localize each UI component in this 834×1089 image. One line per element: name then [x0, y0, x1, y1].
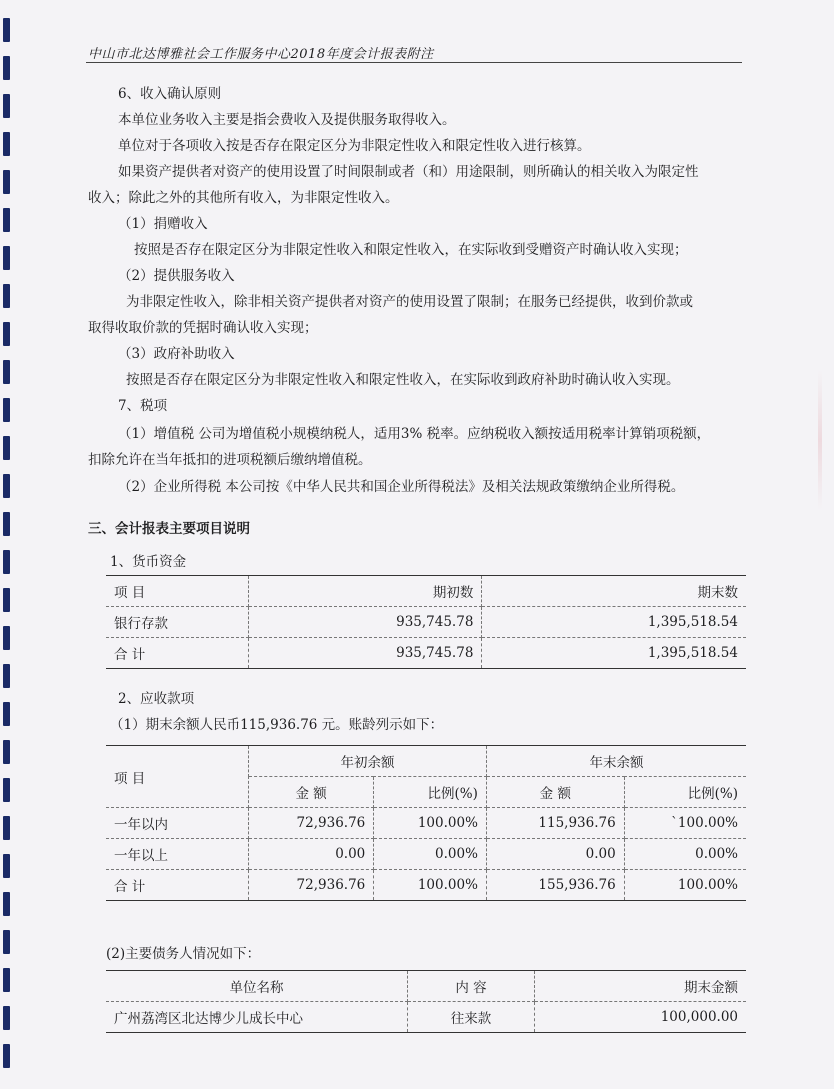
binding-hole — [3, 550, 10, 574]
table-cell: 100.00% — [374, 870, 487, 901]
paragraph: 按照是否存在限定区分为非限定性收入和限定性收入，在实际收到政府补助时确认收入实现。 — [126, 372, 680, 388]
table-header-cell: 内 容 — [408, 971, 535, 1002]
ar-note: （1）期末余额人民币115,936.76 元。账龄列示如下： — [110, 717, 444, 733]
binding-hole — [3, 436, 10, 460]
binding-hole — [3, 322, 10, 346]
header-rule — [86, 62, 742, 63]
binding-hole — [3, 208, 10, 232]
section-3-title: 三、会计报表主要项目说明 — [88, 521, 250, 537]
table-cell: 935,745.78 — [249, 638, 482, 669]
binding-hole — [3, 816, 10, 840]
paragraph: 如果资产提供者对资产的使用设置了时间限制或者（和）用途限制，则所确认的相关收入为限定性 — [118, 164, 699, 180]
binding-hole — [3, 18, 10, 42]
binding-holes — [0, 0, 14, 1089]
table-header-cell: 比例(%) — [374, 777, 487, 808]
binding-hole — [3, 1044, 10, 1068]
ar-table — [106, 745, 746, 901]
section-6-title: 6、收入确认原则 — [118, 86, 222, 102]
table-header-cell: 单位名称 — [106, 971, 408, 1002]
ink-smudge — [818, 370, 822, 510]
paragraph: 取得收取价款的凭据时确认收入实现； — [88, 320, 318, 336]
table-header-cell: 项 目 — [106, 576, 249, 607]
paragraph: 扣除允许在当年抵扣的进项税额后缴纳增值税。 — [88, 452, 372, 468]
table-row — [106, 638, 746, 669]
binding-hole — [3, 778, 10, 802]
debtor-title: (2)主要债务人情况如下： — [106, 946, 261, 962]
paragraph: 收入；除此之外的其他所有收入，为非限定性收入。 — [88, 190, 399, 206]
table-cell: 0.00% — [624, 839, 746, 870]
ar-title: 2、应收款项 — [118, 691, 195, 707]
table-header-cell: 期末金额 — [535, 971, 747, 1002]
binding-hole — [3, 740, 10, 764]
table-header-cell: 项 目 — [106, 746, 249, 808]
table-cell: `100.00% — [624, 808, 746, 839]
table-cell: 0.00 — [486, 839, 624, 870]
table-cell: 155,936.76 — [486, 870, 624, 901]
table-header-cell: 比例(%) — [624, 777, 746, 808]
table-cell: 115,936.76 — [486, 808, 624, 839]
table-row — [106, 839, 746, 870]
table-cell: 100.00% — [374, 808, 487, 839]
binding-hole — [3, 284, 10, 308]
table-header-cell: 期末数 — [482, 576, 746, 607]
binding-hole — [3, 626, 10, 650]
subsection-title: （3）政府补助收入 — [118, 346, 235, 362]
paragraph: （2）企业所得税 本公司按《中华人民共和国企业所得税法》及相关法规政策缴纳企业所得税。 — [118, 479, 685, 495]
paragraph: 为非限定性收入，除非相关资产提供者对资产的使用设置了限制；在服务已经提供，收到价款或 — [126, 294, 693, 310]
table-cell: 72,936.76 — [249, 870, 374, 901]
binding-hole — [3, 892, 10, 916]
debtor-table — [106, 970, 746, 1033]
binding-hole — [3, 968, 10, 992]
table-cell: 0.00% — [374, 839, 487, 870]
binding-hole — [3, 132, 10, 156]
binding-hole — [3, 854, 10, 878]
section-7-title: 7、税项 — [118, 398, 168, 414]
table-header-cell: 年末余额 — [486, 746, 746, 777]
paragraph: （1）增值税 公司为增值税小规模纳税人，适用3% 税率。应纳税收入额按适用税率计算销项税额， — [118, 426, 711, 442]
table-cell: 一年以上 — [106, 839, 249, 870]
binding-hole — [3, 930, 10, 954]
table-cell: 合 计 — [106, 870, 249, 901]
cash-table — [106, 575, 746, 669]
table-row — [106, 870, 746, 901]
table-header-cell: 期初数 — [249, 576, 482, 607]
binding-hole — [3, 94, 10, 118]
table-cell: 1,395,518.54 — [482, 607, 746, 638]
binding-hole — [3, 664, 10, 688]
binding-hole — [3, 246, 10, 270]
binding-hole — [3, 360, 10, 384]
table-cell: 100,000.00 — [535, 1002, 747, 1033]
binding-hole — [3, 398, 10, 422]
table-row — [106, 607, 746, 638]
table-cell: 1,395,518.54 — [482, 638, 746, 669]
table-header-cell: 年初余额 — [249, 746, 487, 777]
paragraph: 本单位业务收入主要是指会费收入及提供服务取得收入。 — [118, 112, 456, 128]
binding-hole — [3, 56, 10, 80]
table-header-cell: 金 额 — [486, 777, 624, 808]
subsection-title: （1）捐赠收入 — [118, 216, 208, 232]
table-cell: 广州荔湾区北达博少儿成长中心 — [106, 1002, 408, 1033]
cash-title: 1、货币资金 — [110, 554, 187, 570]
page-header: 中山市北达博雅社会工作服务中心2018年度会计报表附注 — [88, 47, 434, 62]
binding-hole — [3, 588, 10, 612]
table-cell: 合 计 — [106, 638, 249, 669]
binding-hole — [3, 702, 10, 726]
table-cell: 935,745.78 — [249, 607, 482, 638]
subsection-title: （2）提供服务收入 — [118, 268, 235, 284]
table-row — [106, 808, 746, 839]
binding-hole — [3, 512, 10, 536]
paragraph: 单位对于各项收入按是否存在限定区分为非限定性收入和限定性收入进行核算。 — [118, 138, 591, 154]
table-row — [106, 1002, 746, 1033]
table-cell: 银行存款 — [106, 607, 249, 638]
table-cell: 一年以内 — [106, 808, 249, 839]
table-cell: 72,936.76 — [249, 808, 374, 839]
table-cell: 100.00% — [624, 870, 746, 901]
table-cell: 往来款 — [408, 1002, 535, 1033]
binding-hole — [3, 170, 10, 194]
paragraph: 按照是否存在限定区分为非限定性收入和限定性收入，在实际收到受赠资产时确认收入实现； — [134, 242, 688, 258]
table-header-cell: 金 额 — [249, 777, 374, 808]
binding-hole — [3, 1006, 10, 1030]
table-cell: 0.00 — [249, 839, 374, 870]
binding-hole — [3, 474, 10, 498]
